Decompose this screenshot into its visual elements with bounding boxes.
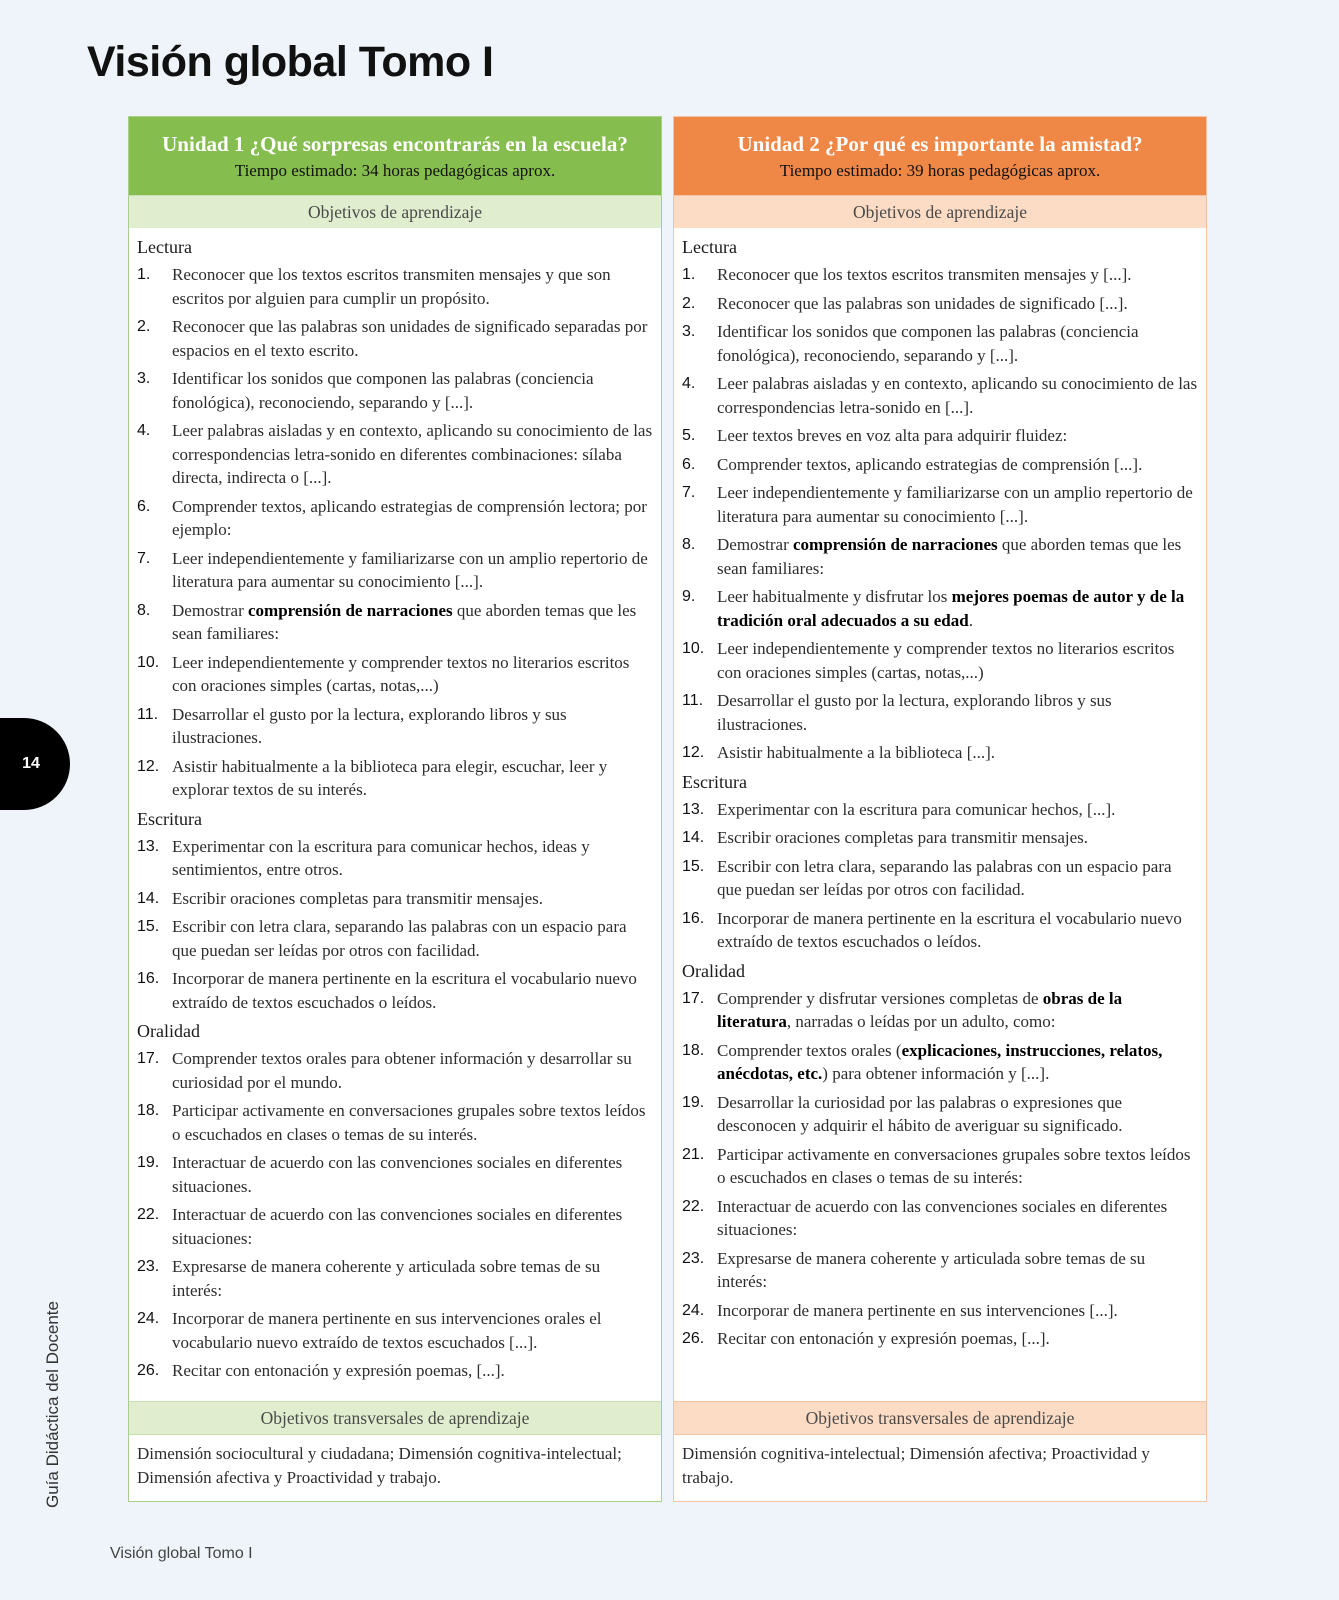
objective-item	[137, 1359, 653, 1383]
objective-number: 3.	[137, 370, 151, 387]
objective-number: 17.	[682, 989, 705, 1007]
objective-number: 18.	[682, 1041, 705, 1059]
objective-text: Expresarse de manera coherente y articulada sobre temas de su interés:	[172, 1257, 601, 1300]
objective-number: 15.	[682, 857, 705, 875]
objective-number: 10.	[137, 653, 160, 671]
objective-number: 2.	[137, 318, 151, 335]
objective-item	[682, 533, 1198, 580]
objective-item	[682, 1299, 1198, 1323]
section-heading: Escritura	[682, 771, 747, 792]
objectives-container	[129, 228, 661, 1401]
objective-number: 23.	[682, 1249, 705, 1267]
objective-item	[137, 547, 653, 594]
objectives-band: Objetivos de aprendizaje	[129, 195, 661, 228]
objective-text: Escribir oraciones completas para transmitir mensajes.	[172, 888, 544, 908]
objective-text-emphasis: explicaciones, instrucciones, relatos, anécdotas, etc.	[717, 1040, 1163, 1083]
objective-text: Comprender textos, aplicando estrategias de comprensión lectora; por ejemplo:	[172, 496, 647, 539]
objective-item	[682, 1247, 1198, 1294]
section-heading: Oralidad	[682, 960, 745, 981]
unit-header	[129, 117, 661, 195]
objective-text: Interactuar de acuerdo con las convenciones sociales en diferentes situaciones.	[172, 1153, 623, 1196]
objective-number: 2.	[682, 294, 696, 312]
objective-item	[682, 372, 1198, 419]
objective-number: 22.	[137, 1206, 160, 1223]
objective-item	[682, 1039, 1198, 1086]
objective-text: Expresarse de manera coherente y articulada sobre temas de su interés:	[717, 1248, 1146, 1291]
objective-item	[137, 367, 653, 414]
objective-text: Comprender textos, aplicando estrategias de comprensión [...].	[717, 454, 1143, 474]
objective-number: 6.	[137, 497, 151, 515]
objective-list	[137, 263, 653, 802]
objective-item	[682, 1143, 1198, 1190]
objective-text-pre: Demostrar	[717, 535, 794, 554]
objective-number: 14.	[137, 889, 160, 907]
objective-item	[682, 987, 1198, 1034]
objective-item	[137, 599, 653, 646]
objective-item	[682, 453, 1198, 477]
objective-text: Participar activamente en conversaciones grupales sobre textos leídos o escuchados en clases o temas de su interés.	[172, 1101, 646, 1144]
objective-number: 15.	[137, 918, 160, 935]
objective-text: Comprender textos orales para obtener información y desarrollar su curiosidad por el mundo.	[172, 1049, 632, 1092]
objective-text	[717, 989, 1122, 1032]
objective-item	[137, 495, 653, 542]
objective-text: Escribir con letra clara, separando las palabras con un espacio para que puedan ser leídas por otros con facilidad.	[172, 917, 627, 960]
objective-text-post: que aborden temas que les sean familiares:	[172, 600, 637, 643]
objective-text: Reconocer que las palabras son unidades de significado [...].	[717, 293, 1128, 313]
objective-number: 5.	[682, 427, 696, 444]
objective-number: 12.	[682, 744, 705, 761]
objective-item	[137, 755, 653, 802]
objective-text: Asistir habitualmente a la biblioteca [...].	[717, 743, 996, 762]
objective-text: Recitar con entonación y expresión poemas, [...].	[717, 1329, 1050, 1348]
objective-item	[137, 835, 653, 882]
objective-item	[682, 637, 1198, 684]
objective-item	[137, 1255, 653, 1302]
objective-number: 8.	[682, 536, 696, 553]
objective-text: Identificar los sonidos que componen las palabras (conciencia fonológica), reconociendo, separando y [...].	[172, 369, 594, 412]
objective-text: Leer independientemente y comprender textos no literarios escritos con oraciones simples (cartas, notas,...)	[717, 639, 1175, 682]
objective-text: Incorporar de manera pertinente en la escritura el vocabulario nuevo extraído de textos escuchados o leídos.	[172, 969, 637, 1012]
unit-header	[674, 117, 1206, 195]
transversal-band: Objetivos transversales de aprendizaje	[129, 1401, 661, 1435]
objective-text: Desarrollar el gusto por la lectura, explorando libros y sus ilustraciones.	[717, 691, 1112, 734]
page-number: 14	[22, 755, 40, 772]
objective-item	[682, 798, 1198, 822]
objective-number: 13.	[137, 837, 160, 855]
objective-text-emphasis: obras de la literatura	[717, 988, 1123, 1031]
objective-item	[137, 1203, 653, 1250]
objective-text: Interactuar de acuerdo con las convenciones sociales en diferentes situaciones:	[172, 1205, 623, 1248]
page-number-tab	[0, 718, 70, 810]
objective-item	[682, 292, 1198, 316]
objective-text: Reconocer que las palabras son unidades de significado separadas por espacios en el texto escrito.	[172, 317, 648, 360]
objective-item	[682, 855, 1198, 902]
objective-item	[137, 1307, 653, 1354]
objective-list	[682, 798, 1198, 954]
objective-text-pre: Demostrar	[172, 600, 249, 620]
objective-text-post: , narradas o leídas por un adulto, como:	[786, 1012, 1056, 1031]
objective-item	[682, 907, 1198, 954]
objective-text: Desarrollar el gusto por la lectura, explorando libros y sus ilustraciones.	[172, 704, 567, 747]
section-heading: Oralidad	[137, 1021, 200, 1041]
objective-text: Incorporar de manera pertinente en la escritura el vocabulario nuevo extraído de textos escuchados o leídos.	[717, 908, 1182, 951]
objective-item	[137, 263, 653, 310]
objective-text: Leer textos breves en voz alta para adquirir fluidez:	[717, 426, 1068, 445]
objective-text: Leer independientemente y familiarizarse con un amplio repertorio de literatura para aumentar su conocimiento [...].	[717, 483, 1193, 526]
objective-item	[682, 1195, 1198, 1242]
objective-item	[137, 1047, 653, 1094]
objective-text-post: .	[968, 610, 973, 630]
objective-text: Identificar los sonidos que componen las palabras (conciencia fonológica), reconociendo, separando y [...].	[717, 322, 1139, 365]
objective-number: 4.	[137, 422, 151, 439]
transversal-text: Dimensión sociocultural y ciudadana; Dimensión cognitiva-intelectual; Dimensión afectiva y Proactividad y trabajo.	[137, 1444, 622, 1487]
transversal-text: Dimensión cognitiva-intelectual; Dimensión afectiva; Proactividad y trabajo.	[682, 1444, 1150, 1487]
objective-item	[682, 320, 1198, 367]
objective-text: Incorporar de manera pertinente en sus intervenciones [...].	[717, 1300, 1118, 1320]
objective-number: 3.	[682, 323, 696, 340]
objective-number: 1.	[682, 266, 696, 283]
objective-text: Experimentar con la escritura para comunicar hechos, ideas y sentimientos, entre otros.	[172, 836, 590, 879]
objective-item	[682, 689, 1198, 736]
objective-text: Participar activamente en conversaciones grupales sobre textos leídos o escuchados en clases o temas de su interés:	[717, 1144, 1191, 1187]
objective-number: 7.	[137, 549, 151, 567]
transversal-band: Objetivos transversales de aprendizaje	[674, 1401, 1206, 1435]
objective-number: 11.	[137, 705, 159, 723]
unit-time: Tiempo estimado: 34 horas pedagógicas aprox.	[234, 161, 556, 180]
objective-item	[682, 585, 1198, 632]
objective-number: 8.	[137, 601, 151, 619]
objective-number: 4.	[682, 375, 696, 392]
objective-item	[137, 1099, 653, 1146]
objective-text: Reconocer que los textos escritos transmiten mensajes y que son escritos por alguien para cumplir un propósito.	[172, 265, 611, 308]
objective-text: Recitar con entonación y expresión poemas, [...].	[172, 1361, 505, 1380]
footer-text: Visión global Tomo I	[110, 1545, 253, 1562]
unit-2-table	[673, 116, 1207, 1502]
objective-number: 16.	[682, 909, 705, 927]
objective-text: Reconocer que los textos escritos transmiten mensajes y [...].	[717, 265, 1132, 284]
objective-text-emphasis: comprensión de narraciones	[248, 600, 453, 620]
objective-text	[717, 535, 1181, 578]
section-heading: Lectura	[137, 237, 192, 257]
objective-text-emphasis: mejores poemas de autor y de la tradición oral adecuados a su edad	[717, 587, 1185, 630]
objective-text: Interactuar de acuerdo con las convenciones sociales en diferentes situaciones:	[717, 1196, 1168, 1239]
objective-number: 10.	[682, 640, 705, 657]
objective-text: Escribir con letra clara, separando las palabras con un espacio para que puedan ser leídas por otros con facilidad.	[717, 856, 1172, 899]
objective-number: 7.	[682, 484, 696, 501]
objective-item	[137, 1151, 653, 1198]
objective-text: Escribir oraciones completas para transmitir mensajes.	[717, 828, 1089, 847]
objective-text-pre: Comprender y disfrutar versiones completas de	[717, 988, 1043, 1008]
objective-text: Incorporar de manera pertinente en sus intervenciones orales el vocabulario nuevo extraído de textos escuchados [...].	[172, 1309, 602, 1352]
objective-text: Desarrollar la curiosidad por las palabras o expresiones que desconocen y adquirir el hábito de averiguar su significado.	[717, 1092, 1123, 1135]
objectives-band: Objetivos de aprendizaje	[674, 195, 1206, 228]
objective-number: 6.	[682, 455, 696, 473]
objective-text: Leer independientemente y familiarizarse con un amplio repertorio de literatura para aumentar su conocimiento [...].	[172, 548, 648, 591]
objective-number: 19.	[682, 1093, 705, 1111]
section-heading: Lectura	[682, 237, 737, 257]
objective-number: 12.	[137, 757, 160, 775]
objective-list	[137, 1047, 653, 1383]
unit-time: Tiempo estimado: 39 horas pedagógicas aprox.	[779, 161, 1101, 180]
objective-number: 26.	[682, 1330, 705, 1347]
objective-number: 14.	[682, 829, 705, 846]
objective-text-post: que aborden temas que les sean familiares:	[717, 535, 1182, 578]
objective-item	[682, 1091, 1198, 1138]
side-caption: Guía Didáctica del Docente	[43, 1301, 62, 1508]
objective-text-pre: Leer habitualmente y disfrutar los	[717, 587, 952, 606]
objective-text-pre: Comprender textos orales (	[717, 1040, 902, 1060]
objective-number: 1.	[137, 266, 151, 283]
objective-number: 19.	[137, 1154, 160, 1171]
page-title: Visión global Tomo I	[87, 38, 494, 86]
objective-text: Leer independientemente y comprender textos no literarios escritos con oraciones simples (cartas, notas,...)	[172, 652, 630, 695]
objective-item	[682, 741, 1198, 765]
objective-item	[137, 651, 653, 698]
objective-text	[717, 587, 1184, 630]
unit-1-table	[128, 116, 662, 1502]
objective-text-post: ) para obtener información y [...].	[822, 1064, 1050, 1083]
objective-item	[682, 826, 1198, 850]
objectives-container	[674, 228, 1206, 1401]
objective-item	[682, 481, 1198, 528]
objective-number: 11.	[682, 692, 704, 709]
objective-number: 23.	[137, 1258, 160, 1275]
objective-number: 9.	[682, 588, 696, 605]
objective-list	[682, 263, 1198, 765]
objective-text-emphasis: comprensión de narraciones	[793, 535, 998, 554]
objective-number: 17.	[137, 1050, 160, 1067]
objective-list	[682, 987, 1198, 1351]
objective-item	[137, 915, 653, 962]
unit-title: Unidad 1 ¿Qué sorpresas encontrarás en la escuela?	[162, 132, 628, 156]
objective-number: 21.	[682, 1145, 705, 1163]
objective-text: Leer palabras aisladas y en contexto, aplicando su conocimiento de las correspondencias letra-sonido en diferentes combinaciones: sílaba directa, indirecta o [...].	[172, 421, 653, 487]
objective-item	[137, 419, 653, 490]
objective-text: Experimentar con la escritura para comunicar hechos, [...].	[717, 799, 1116, 819]
objective-item	[137, 315, 653, 362]
objective-number: 24.	[137, 1310, 160, 1327]
objective-number: 26.	[137, 1362, 160, 1379]
section-heading: Escritura	[137, 808, 202, 829]
objective-text: Leer palabras aisladas y en contexto, aplicando su conocimiento de las correspondencias letra-sonido en [...].	[717, 374, 1198, 417]
objective-number: 13.	[682, 800, 705, 818]
objective-number: 22.	[682, 1197, 705, 1215]
unit-title: Unidad 2 ¿Por qué es importante la amistad?	[737, 132, 1143, 156]
objective-item	[682, 263, 1198, 287]
objective-text: Asistir habitualmente a la biblioteca para elegir, escuchar, leer y explorar textos de su interés.	[172, 756, 608, 799]
objective-item	[137, 967, 653, 1014]
objective-text	[172, 601, 636, 644]
objective-number: 18.	[137, 1102, 160, 1119]
objective-item	[137, 703, 653, 750]
objective-item	[682, 424, 1198, 448]
objective-item	[137, 887, 653, 911]
objective-list	[137, 835, 653, 1015]
objective-number: 24.	[682, 1301, 705, 1319]
objective-number: 16.	[137, 970, 160, 987]
objective-item	[682, 1327, 1198, 1351]
objective-text	[717, 1041, 1162, 1084]
